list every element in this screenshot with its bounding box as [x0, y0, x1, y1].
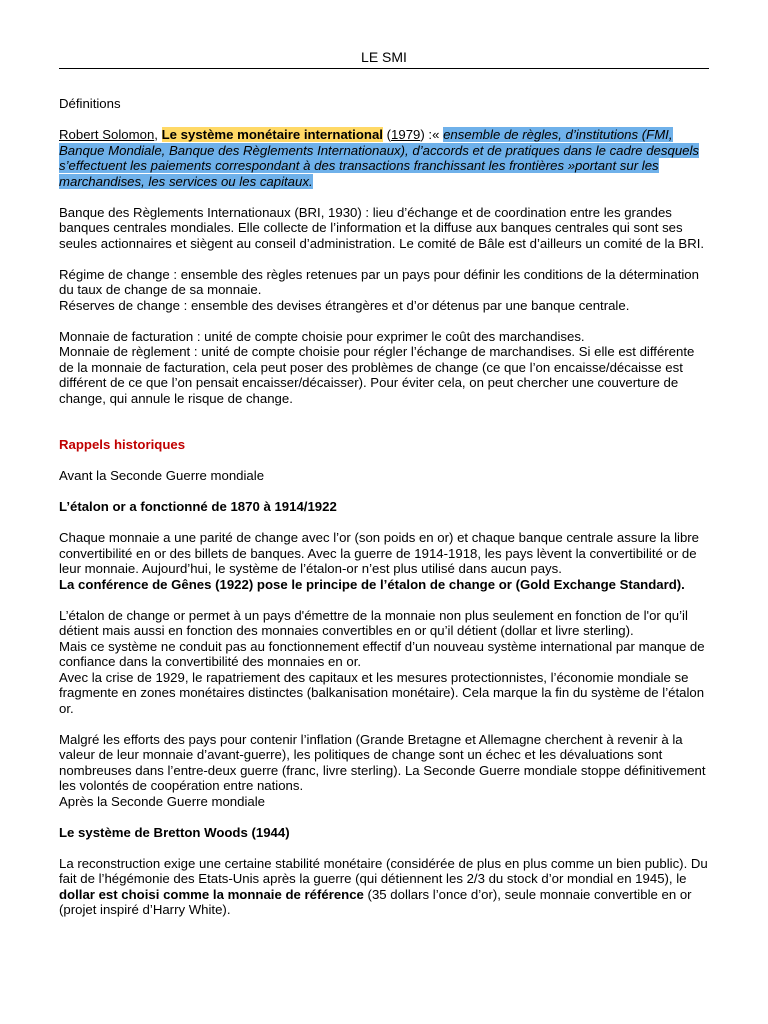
facturation-definition: Monnaie de facturation : unité de compte choisie pour exprimer le coût des marchandises.: [59, 328, 585, 344]
bri-definition: Banque des Règlements Internationaux (BRI, 1930) : lieu d’échange et de coordination entre les grandes banques centrales mondiales. Elle collecte de l’information et la diffuse aux banques centrales qui sont ses seules actionnaires et siègent au conseil d’administration. Le comité de Bâle est d’ailleurs un comité de la BRI.: [59, 204, 705, 251]
definitions-heading: Définitions: [59, 96, 121, 111]
separator: (: [382, 127, 392, 142]
header-divider: [59, 68, 709, 69]
gold-exchange-text: L’étalon de change or permet à un pays d'émettre de la monnaie non plus seulement en fonction de l'or qu’il détient mais aussi en fonction des monnaies convertibles en or qu’il détient (dollar et livre sterling).: [59, 607, 688, 638]
reglement-definition: Monnaie de règlement : unité de compte choisie pour régler l’échange de marchandises. Si elle est différente de la monnaie de facturation, cela peut poser des problèmes de change (ce que l’on encaisse/décaisse est différent de ce que l’on pensait encaisser/décaisser). Pour éviter cela, on peut chercher une couverture de change, qui annule le risque de change.: [59, 344, 695, 406]
before-war-subheading: Avant la Seconde Guerre mondiale: [59, 468, 265, 483]
after-war-subheading: Après la Seconde Guerre mondiale: [59, 793, 265, 809]
smi-quote-highlight: ensemble de règles, d’institutions (FMI, Banque Mondiale, Banque des Règlements Internationaux), d’accords et de pratiques dans le cadre desquels s’effectuent les paiements correspondant à des transactions franchissant les frontières »portant sur les marchandises, les services ou les capitaux.: [59, 127, 700, 189]
bretton-text-part: La reconstruction exige une certaine stabilité monétaire (considérée de plus en plus comme un bien public). Du fait de l’hégémonie des Etats-Unis après la guerre (qui détiennent les 2/3 du stock d’or mondial en 1945), le: [59, 855, 708, 886]
separator: ) :«: [420, 127, 444, 142]
crisis-text: Avec la crise de 1929, le rapatriement des capitaux et les mesures protectionnistes, l’économie mondiale se fragmente en zones monétaires distinctes (balkanisation monétaire). Cela marque la fin du système de l’étalon or.: [59, 669, 705, 716]
bretton-text-part: (35 dollars l’once d’or), seule monnaie convertible en or (projet inspiré d’Harry White).: [59, 886, 692, 917]
page-header-title: LE SMI: [361, 49, 407, 65]
smi-term-highlight: Le système monétaire international: [161, 127, 383, 142]
author-link[interactable]: Robert Solomon: [59, 127, 155, 142]
inflation-text: Malgré les efforts des pays pour contenir l’inflation (Grande Bretagne et Allemagne cherchent à revenir à la valeur de leur monnaie d’avant-guerre), les politiques de change sont un échec et les dévaluations sont nombreuses dans l’entre-deux guerre (franc, livre sterling). La Seconde Guerre mondiale stoppe définitivement les volontés de coopération entre nations.: [59, 731, 706, 793]
solomon-definition: [59, 127, 711, 189]
reserves-definition: Réserves de change : ensemble des devises étrangères et d’or détenus par une banque centrale.: [59, 297, 630, 313]
history-heading: Rappels historiques: [59, 437, 186, 452]
separator: ,: [154, 127, 162, 142]
bretton-woods-text: [59, 856, 711, 918]
confidence-text: Mais ce système ne conduit pas au fonctionnement effectif d’un nouveau système international par manque de confiance dans la convertibilité des monnaies en or.: [59, 638, 705, 669]
gold-standard-title: L’étalon or a fonctionné de 1870 à 1914/1922: [59, 499, 337, 514]
genes-conference: La conférence de Gênes (1922) pose le principe de l’étalon de change or (Gold Exchange Standard).: [59, 576, 685, 592]
bretton-woods-title: Le système de Bretton Woods (1944): [59, 824, 290, 840]
year-link[interactable]: 1979: [391, 127, 421, 142]
document-body: [59, 96, 711, 918]
dollar-reference-bold: dollar est choisi comme la monnaie de référence: [59, 886, 364, 902]
gold-standard-text: Chaque monnaie a une parité de change avec l’or (son poids en or) et chaque banque centrale assure la libre convertibilité en or des billets de banques. Avec la guerre de 1914-1918, les pays lèvent la convertibilité or de leur monnaie. Aujourd’hui, le système de l’étalon-or n’est plus utilisé dans aucun pays.: [59, 530, 700, 576]
regime-definition: Régime de change : ensemble des règles retenues par un pays pour définir les conditions de la détermination du taux de change de sa monnaie.: [59, 266, 699, 297]
